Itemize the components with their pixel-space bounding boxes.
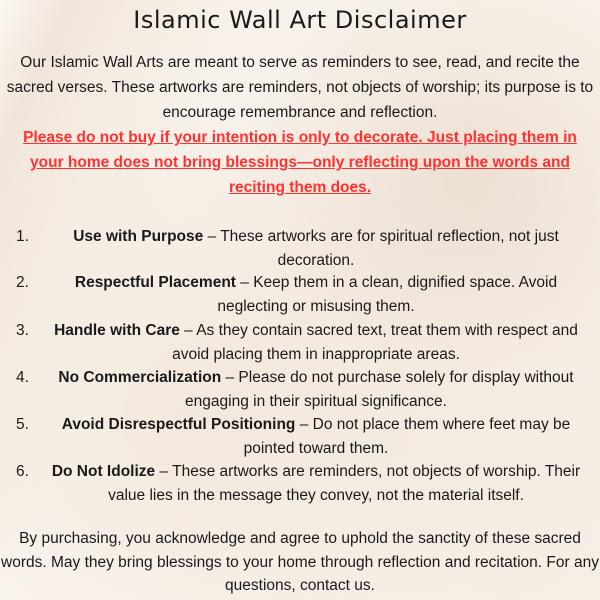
list-item bbox=[0, 271, 600, 319]
item-text: – These artworks are for spiritual reflection, not just decoration. bbox=[203, 228, 559, 269]
item-number: 4. bbox=[16, 369, 29, 386]
item-heading: Do Not Idolize bbox=[51, 463, 156, 480]
list-item bbox=[0, 225, 600, 271]
intro-paragraph: Our Islamic Wall Arts are meant to serve as reminders to see, read, and recite the sacred verses. These artworks are reminders, not objects of worship; its purpose is to encourage remembrance and reflection. bbox=[6, 54, 594, 121]
list-item bbox=[0, 319, 600, 366]
guidelines-list bbox=[0, 225, 600, 507]
item-number: 2. bbox=[16, 274, 29, 291]
item-number: 5. bbox=[16, 416, 29, 433]
warning-paragraph: Please do not buy if your intention is only to decorate. Just placing them in your home does not bring blessings—only reflecting upon the words and reciting them does. bbox=[23, 129, 577, 196]
item-heading: Avoid Disrespectful Positioning bbox=[61, 416, 296, 433]
item-text: – Do not place them where feet may be pointed toward them. bbox=[243, 416, 571, 457]
item-heading: Handle with Care bbox=[54, 322, 180, 339]
page-title: Islamic Wall Art Disclaimer bbox=[133, 6, 467, 34]
item-text: – Keep them in a clean, dignified space. Avoid neglecting or misusing them. bbox=[217, 274, 558, 315]
list-item bbox=[0, 366, 600, 413]
item-number: 3. bbox=[16, 322, 29, 339]
item-heading: No Commercialization bbox=[58, 369, 222, 386]
item-number: 1. bbox=[16, 228, 29, 245]
item-heading: Use with Purpose bbox=[73, 228, 204, 245]
closing-paragraph: By purchasing, you acknowledge and agree to uphold the sanctity of these sacred words. May they bring blessings to your home through reflection and recitation. For any questions, contact us. bbox=[1, 530, 599, 594]
item-text: – These artworks are reminders, not objects of worship. Their value lies in the message they convey, not the material itself. bbox=[108, 463, 581, 504]
item-text: – As they contain sacred text, treat them with respect and avoid placing them in inappropriate areas. bbox=[172, 322, 578, 363]
item-number: 6. bbox=[16, 463, 29, 480]
item-text: – Please do not purchase solely for display without engaging in their spiritual significance. bbox=[185, 369, 574, 410]
list-item bbox=[0, 460, 600, 507]
item-heading: Respectful Placement bbox=[74, 274, 236, 291]
list-item bbox=[0, 413, 600, 460]
